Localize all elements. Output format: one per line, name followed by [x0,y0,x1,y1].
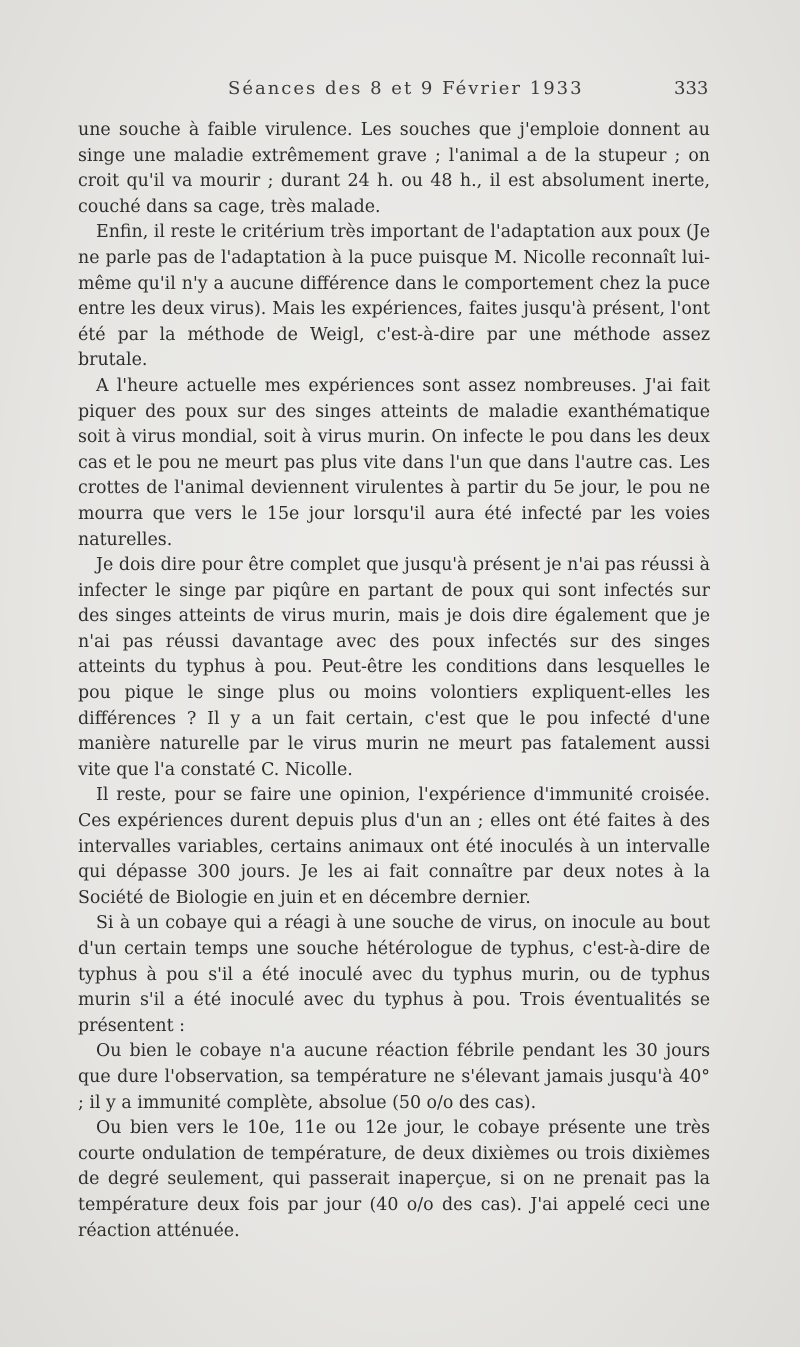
paragraph: Ou bien vers le 10e, 11e ou 12e jour, le cobaye présente une très courte ondulation de température, de deux dixièmes ou trois dixièmes de degré seulement, qui passerait inaperçue, si on ne prenait pas la température deux fois par jour (40 o/o des cas). J'ai appelé ceci une réaction atténuée. [78,1118,710,1241]
paragraph: une souche à faible virulence. Les souches que j'emploie donnent au singe une maladie extrêmement grave ; l'animal a de la stupeur ; on croit qu'il va mourir ; durant 24 h. ou 48 h., il est absolument inerte, couché dans sa cage, très malade. [78,120,710,217]
page-header [0,78,800,108]
page-number: 333 [674,78,709,99]
running-title: Séances des 8 et 9 Février 1933 [228,78,584,99]
paragraph: Je dois dire pour être complet que jusqu'à présent je n'ai pas réussi à infecter le singe par piqûre en partant de poux qui sont infectés sur des singes atteints de virus murin, mais je dois dire également que je n'ai pas réussi davantage avec des poux infectés sur des singes atteints du typhus à pou. Peut-être les conditions dans lesquelles le pou pique le singe plus ou moins volontiers expliquent-elles les différences ? Il y a un fait certain, c'est que le pou infecté d'une manière naturelle par le virus murin ne meurt pas fatalement aussi vite que l'a constaté C. Nicolle. [78,555,710,780]
paragraph: A l'heure actuelle mes expériences sont assez nombreuses. J'ai fait piquer des poux sur des singes atteints de maladie exanthématique soit à virus mondial, soit à virus murin. On infecte le pou dans les deux cas et le pou ne meurt pas plus vite dans l'un que dans l'autre cas. Les crottes de l'animal deviennent virulentes à partir du 5e jour, le pou ne mourra que vers le 15e jour lorsqu'il aura été infecté par les voies naturelles. [78,375,710,550]
paragraph: Il reste, pour se faire une opinion, l'expérience d'immunité croisée. Ces expériences durent depuis plus d'un an ; elles ont été faites à des intervalles variables, certains animaux ont été inoculés à un intervalle qui dépasse 300 jours. Je les ai fait connaître par deux notes à la Société de Biologie en juin et en décembre dernier. [78,785,710,908]
paragraph: Ou bien le cobaye n'a aucune réaction fébrile pendant les 30 jours que dure l'observation, sa température ne s'élevant jamais jusqu'à 40° ; il y a immunité complète, absolue (50 o/o des cas). [78,1041,710,1113]
paragraph: Enfin, il reste le critérium très important de l'adaptation aux poux (Je ne parle pas de l'adaptation à la puce puisque M. Nicolle reconnaît lui-même qu'il n'y a aucune différence dans le comportement chez la puce entre les deux virus). Mais les expériences, faites jusqu'à présent, l'ont été par la méthode de Weigl, c'est-à-dire par une méthode assez brutale. [78,222,710,371]
paragraph: Si à un cobaye qui a réagi à une souche de virus, on inocule au bout d'un certain temps une souche hétérologue de typhus, c'est-à-dire de typhus à pou s'il a été inoculé avec du typhus murin, ou de typhus murin s'il a été inoculé avec du typhus à pou. Trois éventualités se présentent : [78,913,710,1036]
body-text [78,118,710,1244]
